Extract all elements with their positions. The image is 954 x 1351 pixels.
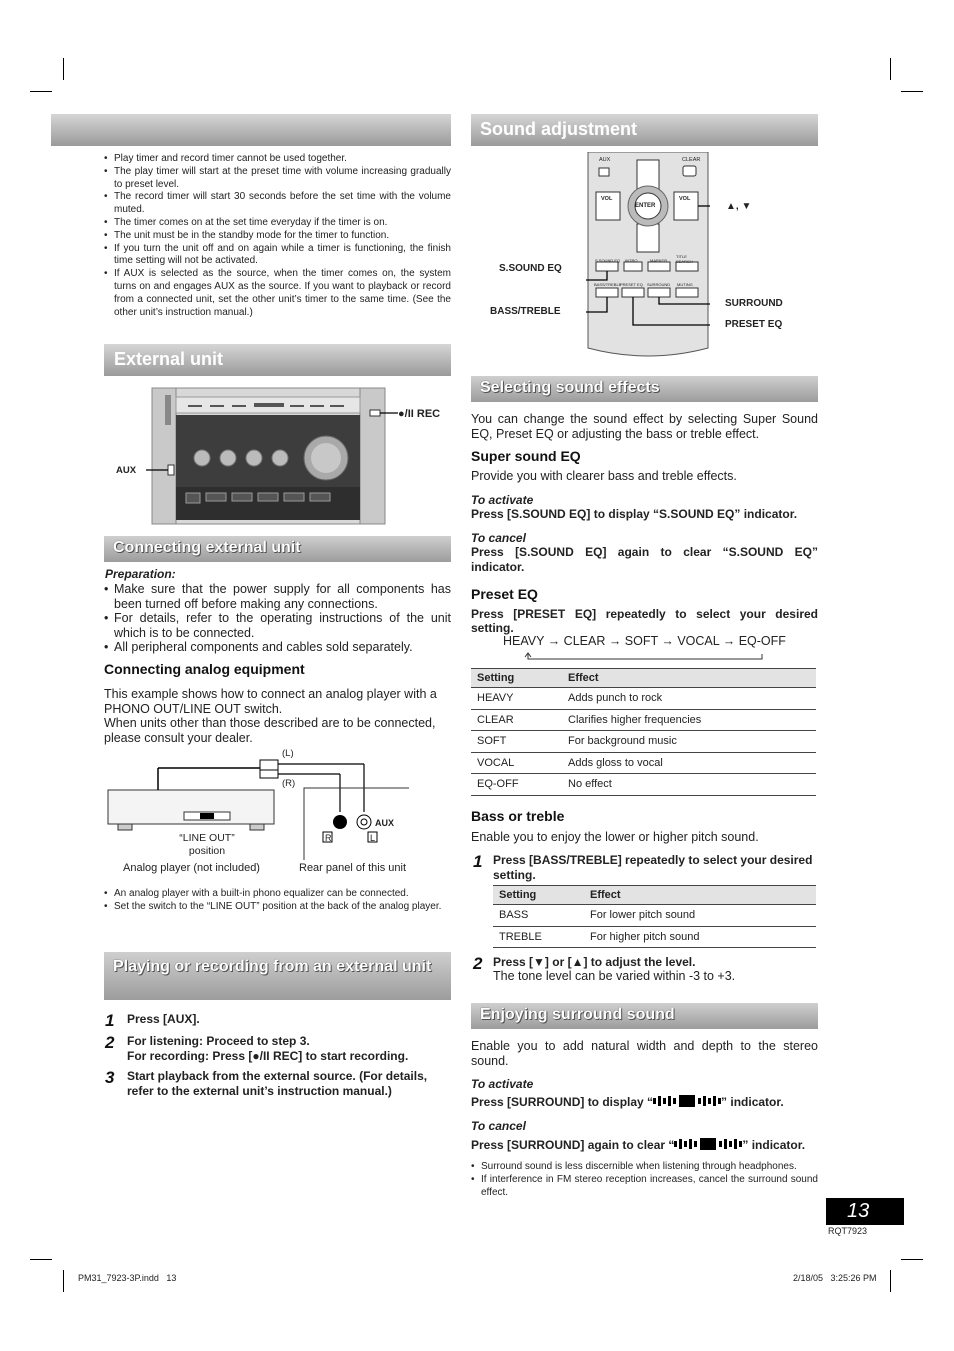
table-cell: For background music [562, 731, 816, 753]
surround-indicator-icon [674, 1138, 742, 1150]
connecting-analog-text: This example shows how to connect an analog player with a PHONO OUT/LINE OUT switch. When units other than those described are to be connected, please consult your dealer. [104, 687, 437, 745]
step-line: Start playback from the external source. (For details, refer to the external unit’s instruction manual.) [127, 1069, 428, 1098]
playing-recording-header [104, 952, 451, 1000]
list-item: • For details, refer to the operating instructions of the unit which is to be connected. [104, 611, 451, 640]
table-row [471, 688, 816, 710]
cycle-return-arrow [524, 652, 764, 662]
list-item: • The unit must be in the standby mode for the timer to function. [104, 230, 451, 243]
list-item: • The record timer will start 30 seconds before the set time with the volume muted. [104, 191, 451, 217]
rear-panel-caption: Rear panel of this unit [299, 862, 407, 874]
to-activate-label: To activate [471, 493, 534, 507]
front-panel-illustration [110, 385, 455, 525]
step-line: Press [AUX]. [127, 1012, 200, 1026]
table-row [493, 926, 816, 948]
list-item: • If AUX is selected as the source, when the timer comes on, the system turns on and engages AUX as the source. If you want to playback or record from a connected unit, set the other unit’s timer to the same time. (See the other unit’s instruction manual.) [104, 268, 451, 319]
sound-adjustment-header [471, 114, 818, 146]
table-cell: TREBLE [493, 926, 584, 948]
table-cell: For higher pitch sound [584, 926, 816, 948]
step-text [127, 1034, 452, 1063]
ssound-callout: S.SOUND EQ [499, 263, 562, 274]
page-number: 13 [847, 1200, 870, 1222]
table-header: Setting [471, 669, 562, 688]
surround-notes-list [471, 1161, 818, 1199]
diagram-notes-list [104, 888, 451, 914]
table-cell: For lower pitch sound [584, 905, 816, 927]
preset-eq-text: Press [PRESET EQ] repeatedly to select your desired setting. [471, 607, 818, 635]
table-row [471, 731, 816, 753]
jack-r-label: R [325, 833, 332, 843]
list-item: • The play timer will start at the preset time with volume increasing gradually to preset level. [104, 166, 451, 192]
super-eq-text: Provide you with clearer bass and treble effects. [471, 469, 737, 483]
connecting-external-header [104, 536, 451, 562]
super-cancel-text: Press [S.SOUND EQ] again to clear “S.SOUND EQ” indicator. [471, 545, 818, 574]
step-number: 2 [105, 1033, 115, 1052]
file-info: PM31_7923-3P.indd 13 [78, 1273, 177, 1283]
bass-step2-subtext: The tone level can be varied within -3 to +3. [493, 969, 736, 983]
list-item: • An analog player with a built-in phono equalizer can be connected. [104, 888, 451, 901]
remote-intro-label: INTRO [625, 258, 638, 263]
step-text [127, 1069, 452, 1098]
remote-muting-label: MUTING [677, 282, 693, 287]
remote-preset-btn-label: PRESET EQ [620, 282, 643, 287]
list-item: • Surround sound is less discernible when listening through headphones. [471, 1161, 818, 1174]
table-cell: HEAVY [471, 688, 562, 710]
crop-mark [30, 1259, 52, 1260]
step-number: 1 [105, 1011, 115, 1030]
table-cell: Clarifies higher frequencies [562, 709, 816, 731]
to-activate-label: To activate [471, 1077, 534, 1091]
section-title: Selecting sound effects [480, 379, 660, 396]
selecting-effects-header [471, 376, 818, 402]
remote-bass-btn-label: BASS/TREBLE [594, 282, 622, 287]
remote-marker-label: MARKER [650, 258, 668, 263]
crop-mark [901, 91, 923, 92]
surround-activate-text: Press [SURROUND] to display “ ” indicator. [471, 1095, 784, 1109]
crop-mark [63, 58, 64, 80]
table-cell: Adds punch to rock [562, 688, 816, 710]
remote-ssound-btn-label: S.SOUND EQ [595, 258, 621, 263]
aux-label: AUX [116, 465, 137, 476]
table-header: Effect [584, 886, 816, 905]
table-cell: BASS [493, 905, 584, 927]
table-row [471, 752, 816, 774]
analog-player-caption: Analog player (not included) [123, 862, 260, 874]
table-cell: CLEAR [471, 709, 562, 731]
bass-step2-text: Press [▼] or [▲] to adjust the level. [493, 955, 696, 969]
timer-notes-list [104, 153, 451, 319]
table-cell: SOFT [471, 731, 562, 753]
aux-jack-label: AUX [375, 818, 395, 828]
remote-enter-label: ENTER [635, 203, 656, 209]
step-number: 2 [473, 954, 483, 973]
bass-callout: BASS/TREBLE [490, 306, 561, 317]
selecting-text: You can change the sound effect by selecting Super Sound EQ, Preset EQ or adjusting the bass or treble effect. [471, 412, 818, 441]
section-title: Playing or recording from an external unit [113, 958, 432, 975]
crop-mark [30, 91, 52, 92]
list-item: • Make sure that the power supply for all components has been turned off before making any connections. [104, 582, 451, 611]
bass-treble-heading: Bass or treble [471, 808, 565, 824]
table-cell: No effect [562, 774, 816, 796]
list-item: • Play timer and record timer cannot be used together. [104, 153, 451, 166]
to-cancel-label: To cancel [471, 1119, 526, 1133]
external-unit-header [104, 344, 451, 376]
remote-vol-plus-label: VOL [679, 196, 691, 202]
step-line: For recording: Press [●/II REC] to start recording. [127, 1048, 409, 1063]
surround-indicator-icon [653, 1095, 721, 1107]
bass-treble-text: Enable you to enjoy the lower or higher pitch sound. [471, 830, 759, 844]
table-row [471, 709, 816, 731]
bass-treble-table [493, 885, 816, 948]
rec-label: ●/II REC [398, 408, 441, 420]
preset-eq-table [471, 668, 816, 796]
preset-cycle: HEAVY → CLEAR → SOFT → VOCAL → EQ-OFF [503, 634, 786, 648]
print-date: 2/18/05 3:25:26 PM [793, 1273, 877, 1283]
connecting-analog-heading: Connecting analog equipment [104, 661, 305, 677]
table-header: Effect [562, 669, 816, 688]
section-title: Enjoying surround sound [480, 1006, 675, 1023]
remote-aux-label: AUX [599, 157, 611, 163]
doc-code: RQT7923 [828, 1226, 868, 1236]
list-item: • Set the switch to the “LINE OUT” position at the back of the analog player. [104, 901, 451, 914]
section-title: Sound adjustment [480, 119, 637, 139]
crop-mark [63, 1270, 64, 1292]
crop-mark [901, 1259, 923, 1260]
remote-title-search-label: TITLE SEARCH [676, 254, 693, 264]
super-eq-heading: Super sound EQ [471, 448, 581, 464]
step-number: 1 [473, 852, 483, 871]
list-item: • If interference in FM stereo reception increases, cancel the surround sound effect. [471, 1174, 818, 1200]
blank-header-bar [51, 114, 451, 146]
bass-step1-text: Press [BASS/TREBLE] repeatedly to select your desired setting. [493, 853, 813, 882]
to-cancel-label: To cancel [471, 531, 526, 545]
connection-diagram [104, 748, 454, 860]
surround-callout: SURROUND [725, 298, 783, 309]
table-header: Setting [493, 886, 584, 905]
list-item: • All peripheral components and cables sold separately. [104, 640, 451, 655]
step-number: 3 [105, 1068, 115, 1087]
table-cell: Adds gloss to vocal [562, 752, 816, 774]
preset-eq-heading: Preset EQ [471, 586, 538, 602]
section-title: Connecting external unit [113, 539, 301, 556]
preparation-list [104, 582, 451, 655]
l-label: (L) [282, 748, 294, 759]
list-item: • The timer comes on at the set time everyday if the timer is on. [104, 217, 451, 230]
table-row [471, 774, 816, 796]
surround-header [471, 1003, 818, 1029]
crop-mark [890, 1270, 891, 1292]
section-title: External unit [114, 349, 224, 369]
remote-vol-minus-label: VOL [601, 196, 613, 202]
super-activate-text: Press [S.SOUND EQ] to display “S.SOUND EQ” indicator. [471, 507, 798, 521]
step-text [127, 1012, 452, 1027]
jack-l-label: L [370, 833, 376, 843]
list-item: • If you turn the unit off and on again while a timer is functioning, the finish time setting will not be activated. [104, 243, 451, 269]
preparation-label: Preparation: [105, 567, 176, 581]
crop-mark [890, 58, 891, 80]
table-cell: VOCAL [471, 752, 562, 774]
preset-callout: PRESET EQ [725, 319, 783, 330]
surround-cancel-text: Press [SURROUND] again to clear “ ” indicator. [471, 1138, 806, 1152]
page-number-box [826, 1198, 904, 1225]
step-line: For listening: Proceed to step 3. [127, 1034, 310, 1048]
r-label: (R) [282, 778, 296, 789]
table-cell: EQ-OFF [471, 774, 562, 796]
remote-clear-label: CLEAR [682, 157, 701, 163]
remote-surround-btn-label: SURROUND [647, 282, 671, 287]
table-row [493, 905, 816, 927]
surround-text: Enable you to add natural width and depth to the stereo sound. [471, 1039, 818, 1068]
updown-callout: ▲, ▼ [726, 201, 752, 212]
line-out-label: “LINE OUT” position [179, 832, 235, 857]
